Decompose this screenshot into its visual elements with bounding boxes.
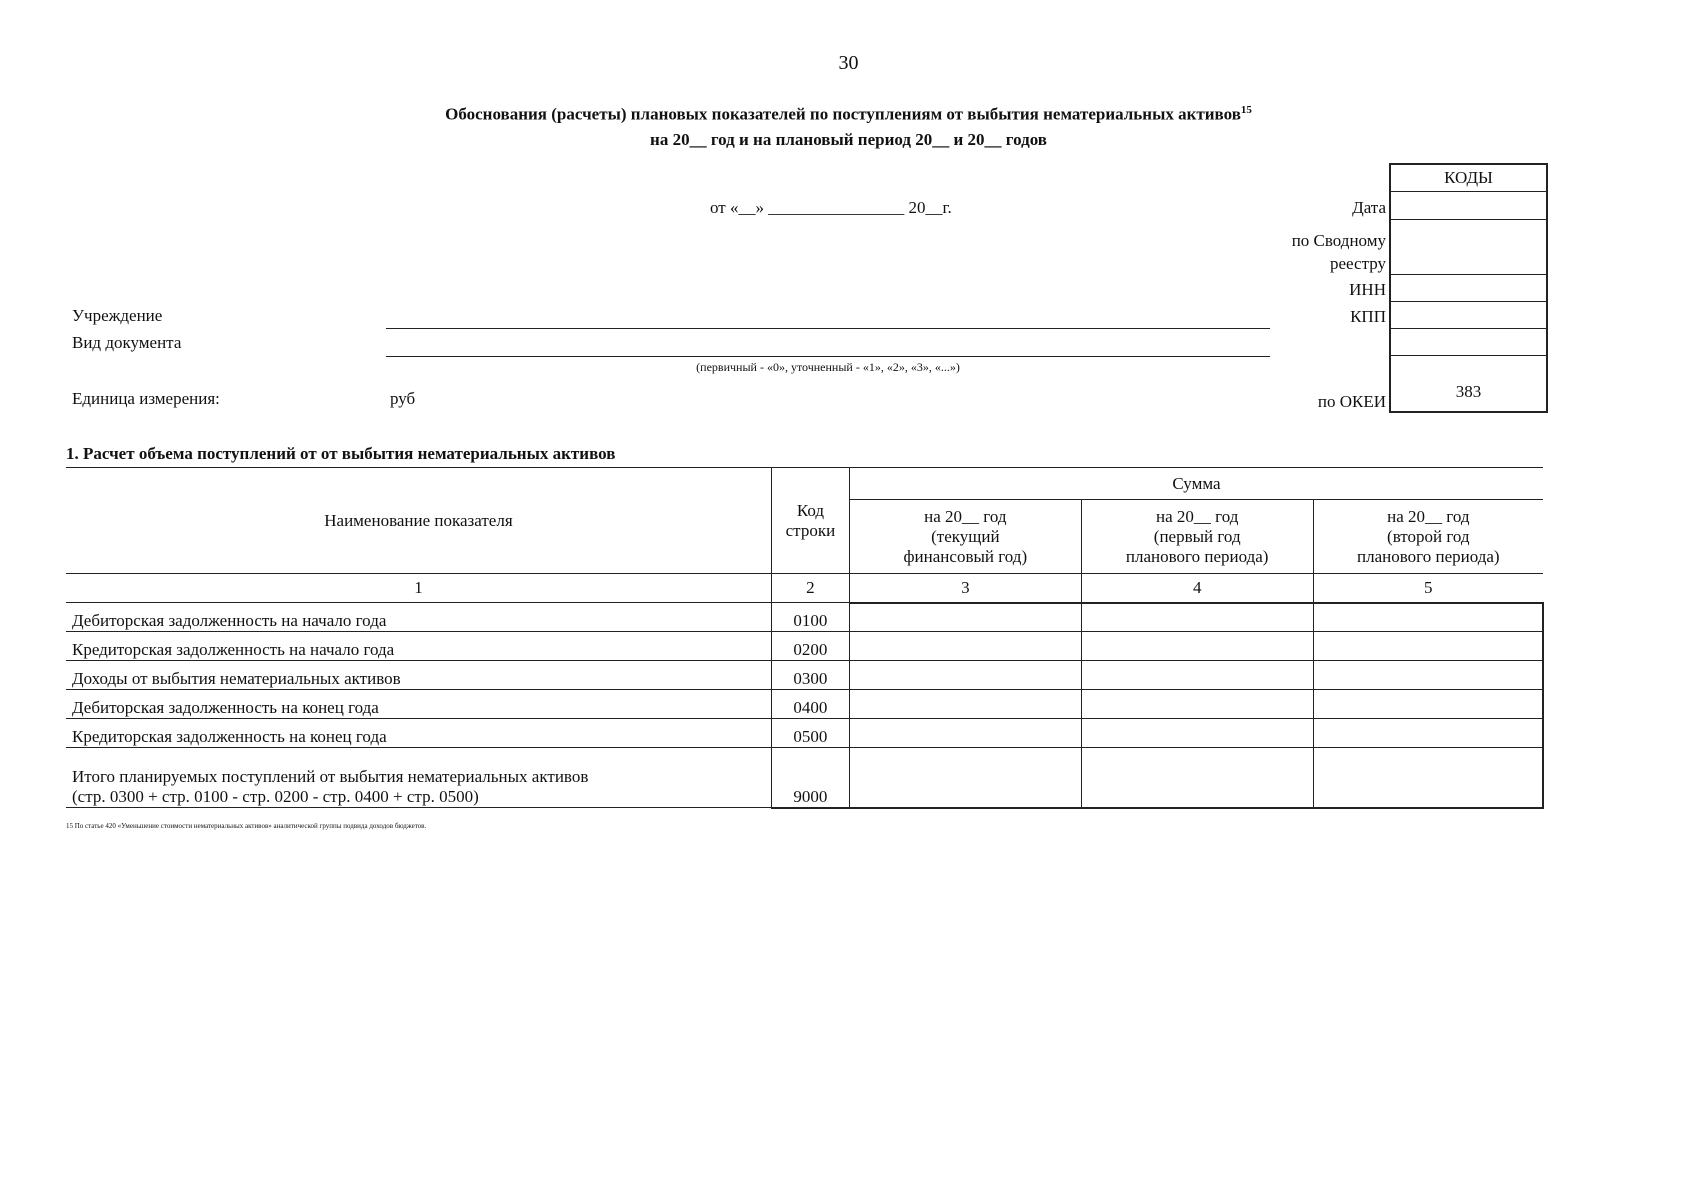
- document-title-text: Обоснования (расчеты) плановых показателей по поступлениям от выбытия нематериальных активов: [445, 104, 1241, 124]
- row-name: Дебиторская задолженность на конец года: [66, 690, 771, 719]
- row-code: 0300: [771, 661, 849, 690]
- row-value-plan2[interactable]: [1313, 632, 1543, 661]
- inn-code-cell[interactable]: [1391, 274, 1546, 301]
- header-period-1: [849, 500, 1081, 574]
- period-1-line3: финансовый год): [903, 546, 1028, 566]
- period-1-line1: на 20__ год: [924, 506, 1007, 526]
- row-value-plan1[interactable]: [1081, 603, 1313, 632]
- codes-box: [1389, 163, 1548, 413]
- period-3-line3: планового периода): [1357, 546, 1500, 566]
- row-value-plan1[interactable]: [1081, 632, 1313, 661]
- table-header-row: [66, 468, 1543, 500]
- total-code: 9000: [771, 748, 849, 808]
- colnum-3: 3: [849, 574, 1081, 603]
- unit-value: руб: [390, 389, 416, 408]
- header-sum: Сумма: [849, 468, 1543, 500]
- table-row: [66, 690, 1543, 719]
- period-2-line2: (первый год: [1153, 526, 1241, 546]
- row-code: 0100: [771, 603, 849, 632]
- kpp-label: КПП: [1350, 307, 1386, 326]
- okei-label: по ОКЕИ: [1317, 392, 1386, 411]
- row-name: Дебиторская задолженность на начало года: [66, 603, 771, 632]
- total-name: [66, 748, 771, 808]
- section-title: 1. Расчет объема поступлений от от выбытия нематериальных активов: [66, 444, 616, 463]
- table-row: [66, 632, 1543, 661]
- period-2-line3: планового периода): [1125, 546, 1269, 566]
- colnum-2: 2: [771, 574, 849, 603]
- registry-label-2: реестру: [1330, 254, 1386, 273]
- row-value-plan1[interactable]: [1081, 690, 1313, 719]
- okei-code-cell: 383: [1391, 355, 1546, 411]
- total-value-current[interactable]: [849, 748, 1081, 808]
- institution-label: Учреждение: [72, 306, 163, 325]
- row-value-current[interactable]: [849, 661, 1081, 690]
- row-value-current[interactable]: [849, 719, 1081, 748]
- row-value-current[interactable]: [849, 632, 1081, 661]
- period-3-line1: на 20__ год: [1387, 506, 1470, 526]
- doc-type-hint: (первичный - «0», уточненный - «1», «2», «3», «...»): [696, 360, 960, 374]
- receipts-table: [66, 467, 1544, 809]
- unit-label: Единица измерения:: [72, 389, 220, 408]
- registry-code-cell[interactable]: [1391, 219, 1546, 274]
- total-value-plan2[interactable]: [1313, 748, 1543, 808]
- header-code-line1: Код: [796, 500, 824, 520]
- colnum-5: 5: [1313, 574, 1543, 603]
- column-numbers-row: [66, 574, 1543, 603]
- document-subtitle: на 20__ год и на плановый период 20__ и 20__ годов: [650, 130, 1047, 149]
- registry-label-1: по Сводному: [1291, 231, 1386, 250]
- doc-type-label: Вид документа: [72, 333, 182, 352]
- date-code-cell[interactable]: [1391, 191, 1546, 219]
- row-value-plan2[interactable]: [1313, 603, 1543, 632]
- inn-label: ИНН: [1349, 280, 1386, 299]
- colnum-1: 1: [66, 574, 771, 603]
- table-row: [66, 719, 1543, 748]
- doc-type-code-cell[interactable]: [1391, 328, 1546, 355]
- header-code-line2: строки: [785, 520, 836, 540]
- codes-header: КОДЫ: [1444, 168, 1493, 187]
- header-code: [771, 468, 849, 574]
- header-name: [66, 468, 771, 574]
- row-code: 0500: [771, 719, 849, 748]
- date-line: от «__» ________________ 20__г.: [710, 198, 952, 217]
- row-value-plan2[interactable]: [1313, 690, 1543, 719]
- footnote: 15 По статье 420 «Уменьшение стоимости нематериальных активов» аналитической группы подвида доходов бюджетов.: [66, 822, 427, 830]
- total-name-line1: Итого планируемых поступлений от выбытия нематериальных активов: [72, 767, 589, 786]
- header-name-text: Наименование показателя: [324, 510, 513, 530]
- period-2-line1: на 20__ год: [1156, 506, 1239, 526]
- date-label: Дата: [1352, 198, 1386, 217]
- footnote-ref: 15: [1240, 104, 1252, 116]
- total-name-line2: (стр. 0300 + стр. 0100 - стр. 0200 - стр. 0400 + стр. 0500): [72, 787, 479, 806]
- table-row: [66, 661, 1543, 690]
- doc-type-field[interactable]: [386, 356, 1270, 357]
- header-period-2: [1081, 500, 1313, 574]
- row-value-plan1[interactable]: [1081, 661, 1313, 690]
- row-value-current[interactable]: [849, 603, 1081, 632]
- page-number: 30: [838, 52, 859, 74]
- row-name: Кредиторская задолженность на конец года: [66, 719, 771, 748]
- institution-field[interactable]: [386, 328, 1270, 329]
- colnum-4: 4: [1081, 574, 1313, 603]
- total-value-plan1[interactable]: [1081, 748, 1313, 808]
- document-title: [0, 104, 1697, 125]
- kpp-code-cell[interactable]: [1391, 301, 1546, 328]
- row-value-plan1[interactable]: [1081, 719, 1313, 748]
- row-value-plan2[interactable]: [1313, 661, 1543, 690]
- row-code: 0200: [771, 632, 849, 661]
- row-code: 0400: [771, 690, 849, 719]
- period-3-line2: (второй год: [1387, 526, 1470, 546]
- row-value-current[interactable]: [849, 690, 1081, 719]
- header-period-3: [1313, 500, 1543, 574]
- table-row-total: [66, 748, 1543, 808]
- row-name: Доходы от выбытия нематериальных активов: [66, 661, 771, 690]
- row-name: Кредиторская задолженность на начало года: [66, 632, 771, 661]
- period-1-line2: (текущий: [931, 526, 1000, 546]
- row-value-plan2[interactable]: [1313, 719, 1543, 748]
- table-row: [66, 603, 1543, 632]
